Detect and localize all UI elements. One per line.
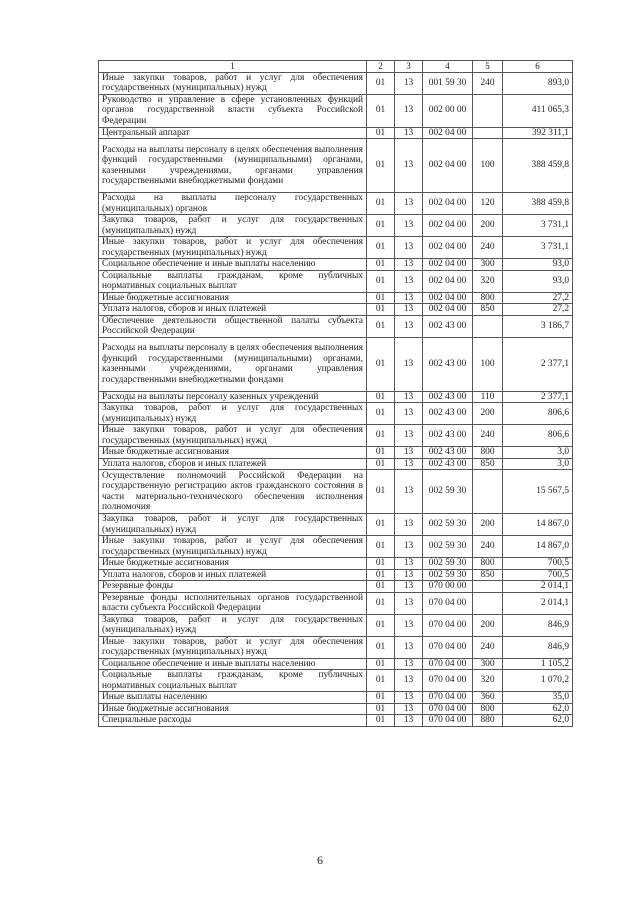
row-amount: 392 311,1 xyxy=(503,127,573,139)
row-name: Центральный аппарат xyxy=(99,127,367,139)
row-amount: 27,2 xyxy=(503,292,573,304)
row-subsection: 13 xyxy=(395,259,423,271)
row-name: Социальные выплаты гражданам, кроме публичных нормативных социальных выплат xyxy=(99,670,367,692)
row-amount: 411 065,3 xyxy=(503,94,573,127)
row-name: Специальные расходы xyxy=(99,715,367,727)
column-header: 1 xyxy=(99,61,367,73)
table-row xyxy=(99,215,573,237)
row-name: Уплата налогов, сборов и иных платежей xyxy=(99,304,367,316)
row-name: Осуществление полномочий Российской Федерации на государственную регистрацию актов гражданского состояния в части материально-технического обеспечения исполнения полномочия xyxy=(99,470,367,514)
row-amount: 846,9 xyxy=(503,636,573,658)
row-section: 01 xyxy=(367,292,395,304)
table-row xyxy=(99,403,573,425)
row-target-article: 001 59 30 xyxy=(423,72,473,94)
row-name: Руководство и управление в сфере установленных функций органов государственной власти субъекта Российской Федерации xyxy=(99,94,367,127)
row-expense-type: 100 xyxy=(473,139,503,193)
row-section: 01 xyxy=(367,127,395,139)
row-subsection: 13 xyxy=(395,391,423,403)
row-section: 01 xyxy=(367,458,395,470)
row-target-article: 070 00 00 xyxy=(423,581,473,593)
row-expense-type: 880 xyxy=(473,715,503,727)
row-subsection: 13 xyxy=(395,215,423,237)
table-row xyxy=(99,315,573,337)
row-target-article: 002 43 00 xyxy=(423,337,473,391)
row-amount: 388 459,8 xyxy=(503,193,573,215)
row-name: Резервные фонды xyxy=(99,581,367,593)
row-section: 01 xyxy=(367,715,395,727)
row-section: 01 xyxy=(367,447,395,459)
row-expense-type: 240 xyxy=(473,237,503,259)
table-row xyxy=(99,391,573,403)
row-expense-type: 240 xyxy=(473,536,503,558)
row-amount: 62,0 xyxy=(503,703,573,715)
row-name: Иные закупки товаров, работ и услуг для обеспечения государственных (муниципальных) нужд xyxy=(99,72,367,94)
row-expense-type: 200 xyxy=(473,215,503,237)
column-header: 4 xyxy=(423,61,473,73)
row-expense-type: 850 xyxy=(473,569,503,581)
row-subsection: 13 xyxy=(395,636,423,658)
row-section: 01 xyxy=(367,304,395,316)
row-target-article: 002 43 00 xyxy=(423,458,473,470)
row-section: 01 xyxy=(367,425,395,447)
row-target-article: 002 43 00 xyxy=(423,403,473,425)
row-subsection: 13 xyxy=(395,458,423,470)
row-target-article: 002 04 00 xyxy=(423,259,473,271)
column-header: 2 xyxy=(367,61,395,73)
row-amount: 35,0 xyxy=(503,692,573,704)
row-section: 01 xyxy=(367,703,395,715)
row-target-article: 070 04 00 xyxy=(423,670,473,692)
row-subsection: 13 xyxy=(395,692,423,704)
table-row xyxy=(99,703,573,715)
row-target-article: 002 59 30 xyxy=(423,470,473,514)
row-amount: 806,6 xyxy=(503,425,573,447)
table-row xyxy=(99,337,573,391)
row-expense-type: 320 xyxy=(473,270,503,292)
table-row xyxy=(99,304,573,316)
table-row xyxy=(99,636,573,658)
column-header: 6 xyxy=(503,61,573,73)
row-name: Иные закупки товаров, работ и услуг для обеспечения государственных (муниципальных) нужд xyxy=(99,636,367,658)
row-subsection: 13 xyxy=(395,94,423,127)
table-row xyxy=(99,458,573,470)
row-target-article: 002 00 00 xyxy=(423,94,473,127)
row-subsection: 13 xyxy=(395,614,423,636)
row-section: 01 xyxy=(367,614,395,636)
table-row xyxy=(99,72,573,94)
row-name: Расходы на выплаты персоналу в целях обеспечения выполнения функций государственными (муниципальными) органами, казенными учреждениями, органами управления государственными внебюджетными фондами xyxy=(99,337,367,391)
row-name: Расходы на выплаты персоналу государственных (муниципальных) органов xyxy=(99,193,367,215)
row-expense-type: 300 xyxy=(473,259,503,271)
row-amount: 700,5 xyxy=(503,569,573,581)
table-row xyxy=(99,592,573,614)
row-target-article: 002 04 00 xyxy=(423,215,473,237)
table-row xyxy=(99,536,573,558)
row-name: Уплата налогов, сборов и иных платежей xyxy=(99,569,367,581)
row-expense-type xyxy=(473,592,503,614)
table-row xyxy=(99,237,573,259)
row-section: 01 xyxy=(367,536,395,558)
table-row xyxy=(99,558,573,570)
table-row xyxy=(99,139,573,193)
row-target-article: 002 04 00 xyxy=(423,304,473,316)
table-row xyxy=(99,447,573,459)
row-expense-type: 200 xyxy=(473,614,503,636)
row-subsection: 13 xyxy=(395,304,423,316)
row-name: Социальные выплаты гражданам, кроме публичных нормативных социальных выплат xyxy=(99,270,367,292)
row-expense-type: 240 xyxy=(473,425,503,447)
row-subsection: 13 xyxy=(395,536,423,558)
row-target-article: 002 04 00 xyxy=(423,139,473,193)
row-amount: 2 377,1 xyxy=(503,391,573,403)
row-amount: 27,2 xyxy=(503,304,573,316)
row-section: 01 xyxy=(367,581,395,593)
row-expense-type: 850 xyxy=(473,458,503,470)
row-name: Иные выплаты населению xyxy=(99,692,367,704)
row-expense-type xyxy=(473,127,503,139)
table-row xyxy=(99,569,573,581)
row-expense-type: 200 xyxy=(473,514,503,536)
row-amount: 3,0 xyxy=(503,458,573,470)
table-row xyxy=(99,715,573,727)
table-row xyxy=(99,425,573,447)
row-section: 01 xyxy=(367,94,395,127)
row-amount: 846,9 xyxy=(503,614,573,636)
row-name: Расходы на выплаты персоналу казенных учреждений xyxy=(99,391,367,403)
row-target-article: 070 04 00 xyxy=(423,592,473,614)
row-amount: 1 105,2 xyxy=(503,658,573,670)
table-body xyxy=(99,72,573,726)
row-target-article: 002 43 00 xyxy=(423,315,473,337)
row-subsection: 13 xyxy=(395,72,423,94)
row-name: Резервные фонды исполнительных органов государственной власти субъекта Российской Федерации xyxy=(99,592,367,614)
table-row xyxy=(99,193,573,215)
table-row xyxy=(99,692,573,704)
row-subsection: 13 xyxy=(395,193,423,215)
row-name: Закупка товаров, работ и услуг для государственных (муниципальных) нужд xyxy=(99,614,367,636)
row-name: Иные бюджетные ассигнования xyxy=(99,558,367,570)
row-expense-type xyxy=(473,581,503,593)
row-expense-type xyxy=(473,315,503,337)
row-name: Иные закупки товаров, работ и услуг для обеспечения государственных (муниципальных) нужд xyxy=(99,536,367,558)
row-section: 01 xyxy=(367,514,395,536)
table-row xyxy=(99,470,573,514)
row-subsection: 13 xyxy=(395,237,423,259)
row-target-article: 070 04 00 xyxy=(423,715,473,727)
row-target-article: 002 04 00 xyxy=(423,237,473,259)
row-subsection: 13 xyxy=(395,581,423,593)
row-expense-type: 200 xyxy=(473,403,503,425)
row-section: 01 xyxy=(367,270,395,292)
row-amount: 2 014,1 xyxy=(503,581,573,593)
row-section: 01 xyxy=(367,193,395,215)
table-row xyxy=(99,127,573,139)
row-subsection: 13 xyxy=(395,703,423,715)
row-expense-type: 800 xyxy=(473,292,503,304)
row-expense-type: 800 xyxy=(473,558,503,570)
table-row xyxy=(99,259,573,271)
row-amount: 893,0 xyxy=(503,72,573,94)
row-section: 01 xyxy=(367,658,395,670)
row-subsection: 13 xyxy=(395,403,423,425)
row-name: Иные закупки товаров, работ и услуг для обеспечения государственных (муниципальных) нужд xyxy=(99,237,367,259)
row-section: 01 xyxy=(367,215,395,237)
row-expense-type: 120 xyxy=(473,193,503,215)
row-subsection: 13 xyxy=(395,315,423,337)
row-subsection: 13 xyxy=(395,470,423,514)
row-name: Закупка товаров, работ и услуг для государственных (муниципальных) нужд xyxy=(99,215,367,237)
table-row xyxy=(99,514,573,536)
row-target-article: 070 04 00 xyxy=(423,658,473,670)
row-subsection: 13 xyxy=(395,127,423,139)
row-amount: 700,5 xyxy=(503,558,573,570)
row-section: 01 xyxy=(367,139,395,193)
row-name: Расходы на выплаты персоналу в целях обеспечения выполнения функций государственными (муниципальными) органами, казенными учреждениями, органами управления государственными внебюджетными фондами xyxy=(99,139,367,193)
row-section: 01 xyxy=(367,337,395,391)
row-subsection: 13 xyxy=(395,558,423,570)
row-amount: 3 731,1 xyxy=(503,237,573,259)
row-target-article: 002 04 00 xyxy=(423,292,473,304)
row-subsection: 13 xyxy=(395,715,423,727)
row-section: 01 xyxy=(367,569,395,581)
row-target-article: 070 04 00 xyxy=(423,614,473,636)
row-name: Закупка товаров, работ и услуг для государственных (муниципальных) нужд xyxy=(99,514,367,536)
row-name: Иные бюджетные ассигнования xyxy=(99,447,367,459)
page-number: 6 xyxy=(317,853,323,867)
row-name: Закупка товаров, работ и услуг для государственных (муниципальных) нужд xyxy=(99,403,367,425)
row-target-article: 002 04 00 xyxy=(423,193,473,215)
row-amount: 3,0 xyxy=(503,447,573,459)
row-subsection: 13 xyxy=(395,270,423,292)
row-target-article: 002 59 30 xyxy=(423,569,473,581)
row-subsection: 13 xyxy=(395,592,423,614)
row-expense-type: 240 xyxy=(473,636,503,658)
row-section: 01 xyxy=(367,259,395,271)
row-subsection: 13 xyxy=(395,670,423,692)
row-name: Иные бюджетные ассигнования xyxy=(99,703,367,715)
row-subsection: 13 xyxy=(395,569,423,581)
column-header: 3 xyxy=(395,61,423,73)
column-header: 5 xyxy=(473,61,503,73)
row-section: 01 xyxy=(367,592,395,614)
row-amount: 3 186,7 xyxy=(503,315,573,337)
table-row xyxy=(99,670,573,692)
row-section: 01 xyxy=(367,315,395,337)
row-subsection: 13 xyxy=(395,337,423,391)
row-target-article: 002 43 00 xyxy=(423,391,473,403)
row-amount: 14 867,0 xyxy=(503,536,573,558)
row-subsection: 13 xyxy=(395,514,423,536)
row-section: 01 xyxy=(367,558,395,570)
row-expense-type: 300 xyxy=(473,658,503,670)
row-amount: 14 867,0 xyxy=(503,514,573,536)
row-amount: 2 377,1 xyxy=(503,337,573,391)
budget-table xyxy=(98,60,573,727)
row-expense-type: 100 xyxy=(473,337,503,391)
row-amount: 2 014,1 xyxy=(503,592,573,614)
row-amount: 806,6 xyxy=(503,403,573,425)
row-amount: 15 567,5 xyxy=(503,470,573,514)
row-amount: 1 070,2 xyxy=(503,670,573,692)
row-section: 01 xyxy=(367,692,395,704)
table-header-row xyxy=(99,61,573,73)
row-section: 01 xyxy=(367,237,395,259)
row-subsection: 13 xyxy=(395,139,423,193)
row-section: 01 xyxy=(367,470,395,514)
table-row xyxy=(99,292,573,304)
row-amount: 93,0 xyxy=(503,270,573,292)
row-section: 01 xyxy=(367,72,395,94)
row-target-article: 002 04 00 xyxy=(423,270,473,292)
row-target-article: 070 04 00 xyxy=(423,692,473,704)
row-name: Иные закупки товаров, работ и услуг для обеспечения государственных (муниципальных) нужд xyxy=(99,425,367,447)
row-name: Обеспечение деятельности общественной палаты субъекта Российской Федерации xyxy=(99,315,367,337)
row-amount: 388 459,8 xyxy=(503,139,573,193)
row-target-article: 002 43 00 xyxy=(423,447,473,459)
row-expense-type: 850 xyxy=(473,304,503,316)
table-row xyxy=(99,94,573,127)
row-subsection: 13 xyxy=(395,447,423,459)
row-amount: 93,0 xyxy=(503,259,573,271)
row-expense-type xyxy=(473,470,503,514)
table-row xyxy=(99,614,573,636)
row-name: Уплата налогов, сборов и иных платежей xyxy=(99,458,367,470)
row-target-article: 002 59 30 xyxy=(423,558,473,570)
row-amount: 62,0 xyxy=(503,715,573,727)
row-name: Иные бюджетные ассигнования xyxy=(99,292,367,304)
row-expense-type: 800 xyxy=(473,703,503,715)
row-name: Социальное обеспечение и иные выплаты населению xyxy=(99,259,367,271)
row-expense-type: 800 xyxy=(473,447,503,459)
row-expense-type: 240 xyxy=(473,72,503,94)
row-section: 01 xyxy=(367,391,395,403)
row-target-article: 002 04 00 xyxy=(423,127,473,139)
row-target-article: 070 04 00 xyxy=(423,636,473,658)
row-target-article: 070 04 00 xyxy=(423,703,473,715)
row-subsection: 13 xyxy=(395,658,423,670)
table-row xyxy=(99,581,573,593)
table-row xyxy=(99,270,573,292)
row-section: 01 xyxy=(367,670,395,692)
row-section: 01 xyxy=(367,636,395,658)
row-subsection: 13 xyxy=(395,292,423,304)
row-expense-type xyxy=(473,94,503,127)
row-expense-type: 320 xyxy=(473,670,503,692)
row-target-article: 002 59 30 xyxy=(423,536,473,558)
row-expense-type: 110 xyxy=(473,391,503,403)
row-name: Социальное обеспечение и иные выплаты населению xyxy=(99,658,367,670)
row-expense-type: 360 xyxy=(473,692,503,704)
table-row xyxy=(99,658,573,670)
row-subsection: 13 xyxy=(395,425,423,447)
row-amount: 3 731,1 xyxy=(503,215,573,237)
row-section: 01 xyxy=(367,403,395,425)
row-target-article: 002 59 30 xyxy=(423,514,473,536)
row-target-article: 002 43 00 xyxy=(423,425,473,447)
